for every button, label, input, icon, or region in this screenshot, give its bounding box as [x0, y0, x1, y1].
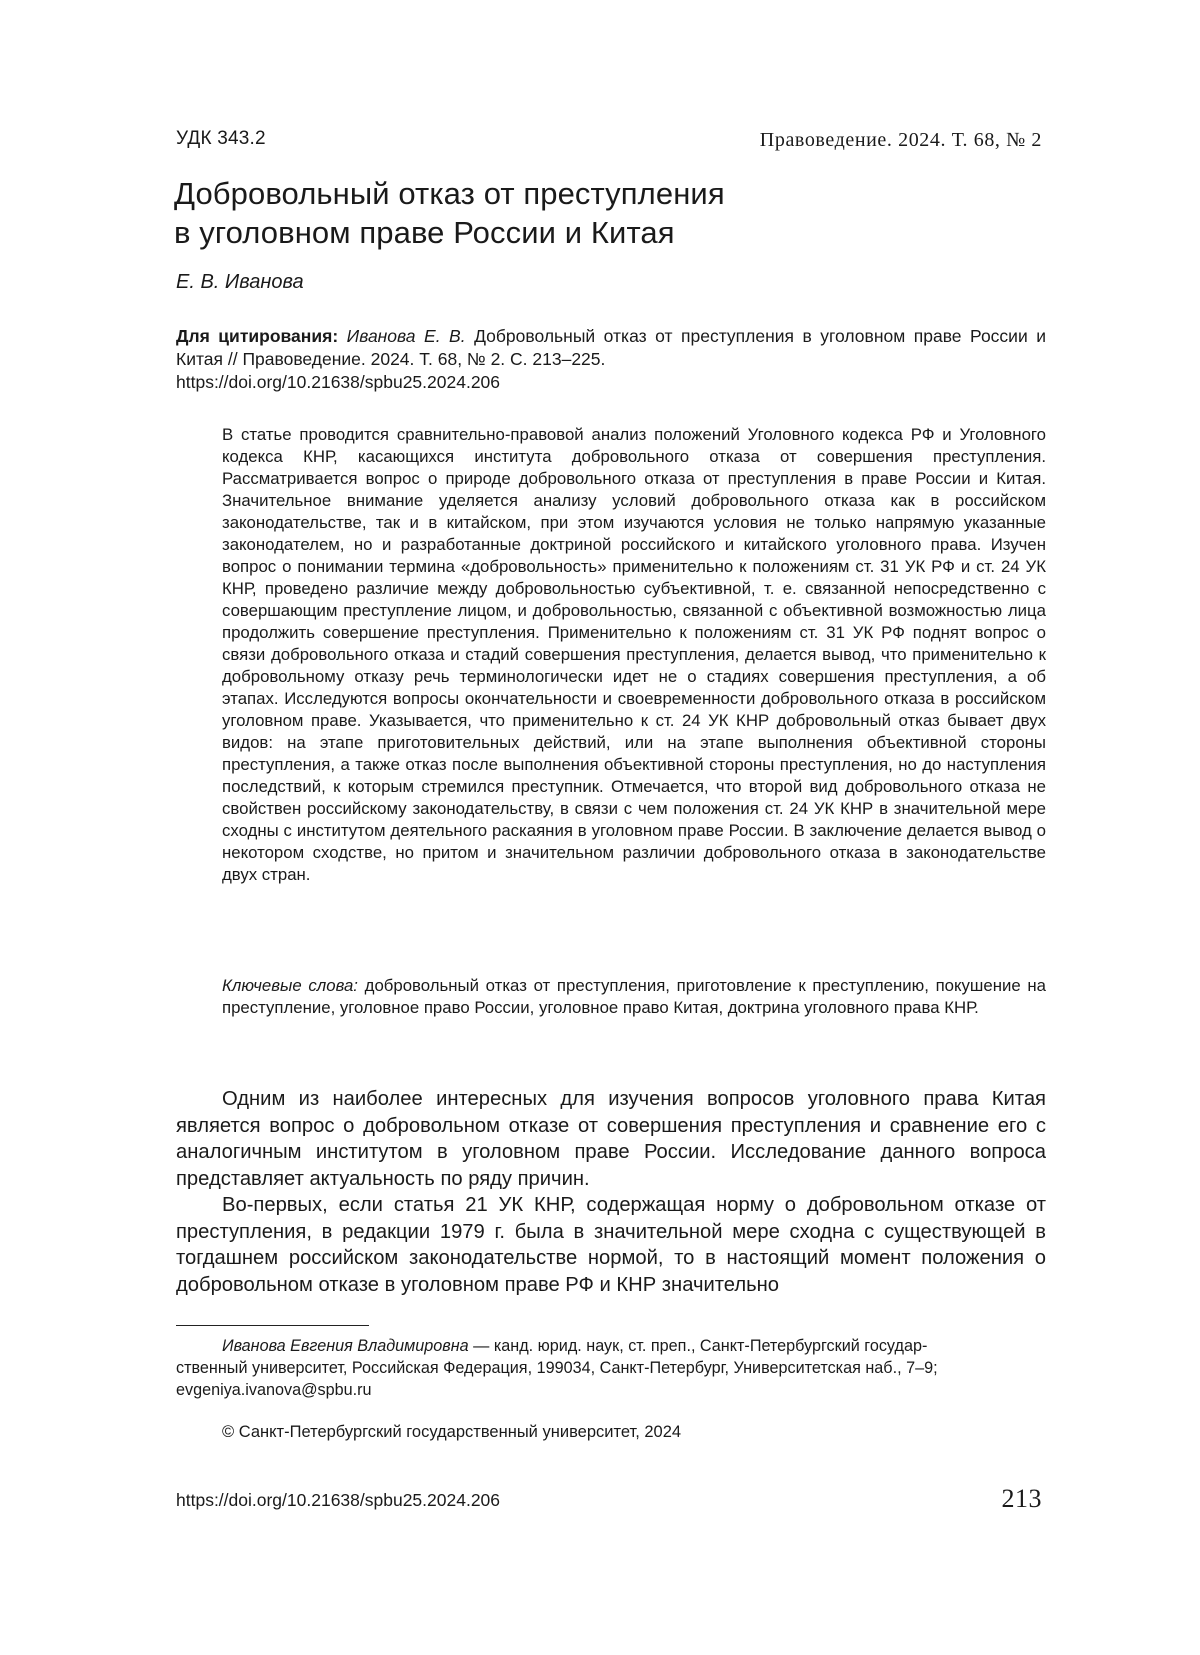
- abstract: В статье проводится сравнительно-правовой анализ положений Уголовного кодекса РФ и Уголовного кодекса КНР, касающихся института добровольного отказа от совершения преступления. Рассматривается вопрос о природе добровольного отказа от преступления в праве России и Китая. Значительное внимание уделяется анализу условий добровольного отказа как в российском законодательстве, так и в китайском, при этом изучаются условия не только напрямую указанные законодателем, но и разработанные доктриной российского и китайского уголовного права. Изучен вопрос о понимании термина «добровольность» применительно к положениям ст. 31 УК РФ и ст. 24 УК КНР, проведено различие между добровольностью субъективной, т. е. связанной непосредственно с совершающим преступление лицом, и добровольностью, связанной с объективной возможностью лица продолжить совершение преступления. Применительно к положениям ст. 31 УК РФ поднят вопрос о связи добровольного отказа и стадий совершения преступления, делается вывод, что применительно к добровольному отказу речь терминологически идет не о стадиях совершения преступления, а об этапах. Исследуются вопросы окончательности и своевременности добровольного отказа в российском уголовном праве. Указывается, что применительно к ст. 24 УК КНР добровольный отказ бывает двух видов: на этапе приготовительных действий, или на этапе выполнения объективной стороны преступления, а также отказ после выполнения объективной стороны преступления, но до наступления последствий, к которым стремился преступник. Отмечается, что второй вид добровольного отказа не свойствен российскому законодательству, в связи с чем положения ст. 24 УК КНР в значительной мере сходны с институтом деятельного раскаяния в уголовном праве России. В заключение делается вывод о некотором сходстве, но притом и значительном различии добровольного отказа в законодательстве двух стран.: [222, 425, 1046, 884]
- footnote-divider: [176, 1325, 369, 1326]
- article-title: [174, 174, 1074, 252]
- body-paragraph-2: Во-первых, если статья 21 УК КНР, содержащая норму о добровольном отказе от преступления, в редакции 1979 г. была в значительной мере сходна с существующей в тогдашнем российском законодательстве нормой, то в настоящий момент положения о добровольном отказе в уголовном праве РФ и КНР значительно: [176, 1194, 1046, 1296]
- article-author: Е. В. Иванова: [176, 271, 304, 293]
- footer-doi-link[interactable]: https://doi.org/10.21638/spbu25.2024.206: [176, 1490, 501, 1510]
- citation-label: Для цитирования:: [176, 326, 339, 346]
- title-line-2: в уголовном праве России и Китая: [174, 215, 675, 250]
- citation-text: Добровольный отказ от преступления в уголовном праве России и Китая // Правоведение. 2024. Т. 68, № 2. С. 213–225.: [176, 326, 1046, 369]
- citation-block: [176, 325, 1046, 394]
- keywords-text: добровольный отказ от преступления, приготовление к преступлению, покушение на преступление, уголовное право России, уголовное право Китая, доктрина уголовного права КНР.: [222, 976, 1046, 1017]
- body-paragraph-1: Одним из наиболее интересных для изучения вопросов уголовного права Китая является вопрос о добровольном отказе от совершения преступления и сравнение его с аналогичным институтом в уголовном праве России. Исследование данного вопроса представляет актуальность по ряду причин.: [176, 1088, 1046, 1190]
- copyright-notice: © Санкт-Петербургский государственный университет, 2024: [222, 1423, 682, 1441]
- main-text: [176, 1086, 1046, 1298]
- udk-code: УДК 343.2: [176, 128, 266, 149]
- keywords: [222, 975, 1046, 1019]
- author-footnote-continued: ственный университет, Российская Федерация, 199034, Санкт-Петербург, Университетская наб., 7–9; evgeniya.ivanova@spbu.ru: [176, 1359, 938, 1399]
- title-line-1: Добровольный отказ от преступления: [174, 176, 725, 211]
- page-number: 213: [1001, 1484, 1042, 1513]
- journal-reference: Правоведение. 2024. Т. 68, № 2: [759, 129, 1042, 151]
- keywords-label: Ключевые слова:: [222, 976, 358, 995]
- citation-author: Иванова Е. В.: [346, 326, 466, 346]
- citation-doi-link[interactable]: https://doi.org/10.21638/spbu25.2024.206: [176, 372, 501, 392]
- author-footnote: [222, 1335, 1046, 1357]
- footnote-line-1: — канд. юрид. наук, ст. преп., Санкт-Петербургский государ-: [468, 1337, 928, 1355]
- footnote-author-name: Иванова Евгения Владимировна: [222, 1337, 469, 1355]
